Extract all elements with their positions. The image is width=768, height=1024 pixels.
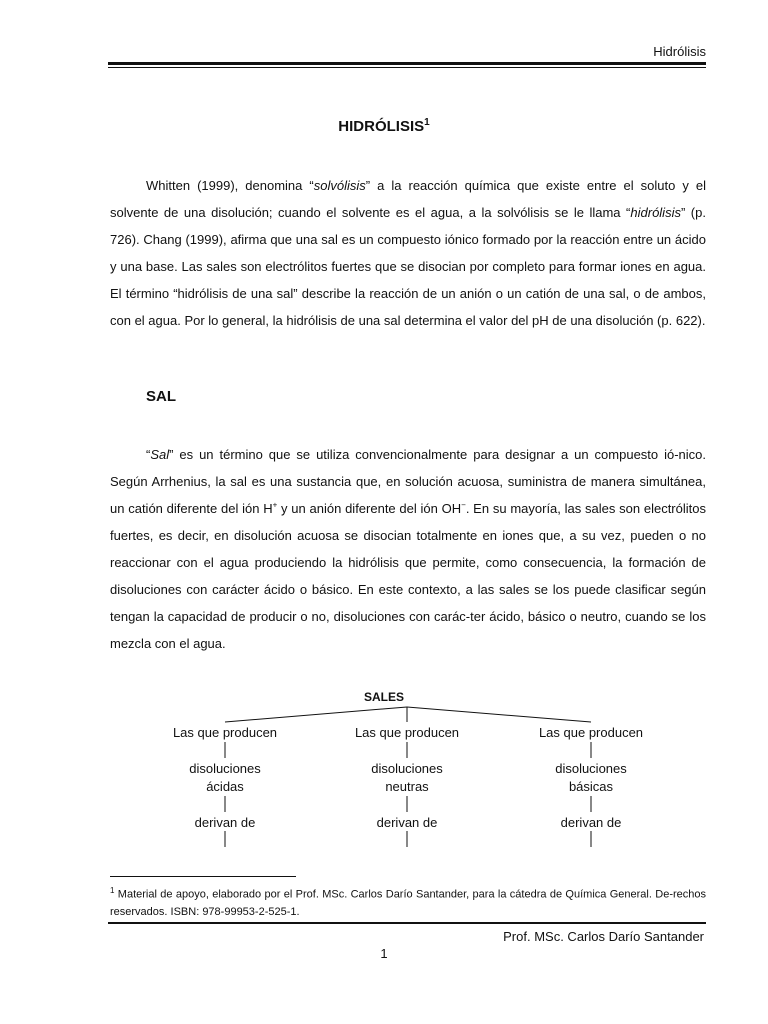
branch-acid-produce: Las que producen: [172, 725, 278, 740]
page-number: 1: [380, 946, 388, 961]
branch-neutral-result: [317, 760, 497, 796]
branch-basic-produce: Las que producen: [538, 725, 644, 740]
p2-sup-plus: +: [272, 500, 278, 510]
branch-acid-derive: derivan de: [194, 815, 256, 830]
p1-term-solvolisis: solvólisis: [313, 178, 366, 193]
branch-neutral-derive: derivan de: [376, 815, 438, 830]
connector-right: [407, 707, 591, 722]
connector-left: [225, 707, 407, 722]
footnote-text: Material de apoyo, elaborado por el Prof. MSc. Carlos Darío Santander, para la cátedra de Química General. De-rechos reservados. ISBN: 978-99953-2-525-1.: [110, 888, 706, 918]
branch-neutral-line1: disoluciones: [371, 761, 443, 776]
footer-author: Prof. MSc. Carlos Darío Santander: [503, 929, 704, 944]
title-footnote-mark[interactable]: 1: [424, 117, 430, 128]
branch-basic-line2: básicas: [568, 779, 614, 794]
branch-acid-line2: ácidas: [206, 779, 244, 794]
footnote-mark: 1: [110, 886, 115, 895]
branch-basic-line1: disoluciones: [555, 761, 627, 776]
branch-neutral-produce: Las que producen: [354, 725, 460, 740]
page-title-text: HIDRÓLISIS: [338, 118, 425, 135]
branch-neutral-line2: neutras: [385, 779, 429, 794]
diagram-root-sales: SALES: [363, 690, 404, 704]
p1-part-a: Whitten (1999), denomina “: [146, 178, 314, 193]
running-header: Hidrólisis: [653, 44, 706, 59]
footnote: [110, 882, 706, 921]
footer-rule: [108, 922, 706, 924]
p1-part-c: ” a la reacción química que existe entre el soluto y el solvente de una disolución; cuando el solvente es el agua, a la solvólisis se le llama “: [110, 178, 706, 220]
section-heading-sal: SAL: [146, 388, 176, 405]
p2-part-e: . En su mayoría, las sales son electrólitos fuertes, es decir, en disolución acuosa se disocian totalmente en iones que, a su vez, pueden o no reaccionar con el agua produciendo la hidrólisis que permite, como consecuencia, la formación de disoluciones con carácter ácido o básico. En este contexto, a las sales se los puede clasificar según tengan la capacidad de producir o no, disoluciones con carác-ter ácido, básico o neutro, cuando se los mezcla con el agua.: [110, 501, 706, 651]
p2-sup-minus: −: [461, 500, 466, 510]
branch-acid-line1: disoluciones: [189, 761, 261, 776]
p2-term-sal: Sal: [150, 447, 170, 462]
branch-basic-result: [501, 760, 681, 796]
branch-acid-result: [135, 760, 315, 796]
p1-term-hidrolisis: hidrólisis: [630, 205, 681, 220]
p2-part-a: “: [146, 447, 151, 462]
p2-part-d: y un anión diferente del ión OH: [277, 501, 462, 516]
footnote-rule: [110, 876, 296, 877]
branch-basic-derive: derivan de: [560, 815, 622, 830]
p2-part-c: ” es un término que se utiliza convencionalmente para designar a un compuesto ió-nico. Según Arrhenius, la sal es una sustancia que, en solución acuosa, suministra de manera simultánea, un catión diferente del ión H: [110, 447, 706, 516]
p1-part-e: ” (p. 726). Chang (1999), afirma que una sal es un compuesto iónico formado por la reacción entre un ácido y una base. Las sales son electrólitos fuertes que se disocian por completo para formar iones en agua. El término “hidrólisis de una sal” describe la reacción de un anión o un catión de una sal, o de ambos, con el agua. Por lo general, la hidrólisis de una sal determina el valor del pH de una disolución (p. 622).: [110, 205, 706, 328]
